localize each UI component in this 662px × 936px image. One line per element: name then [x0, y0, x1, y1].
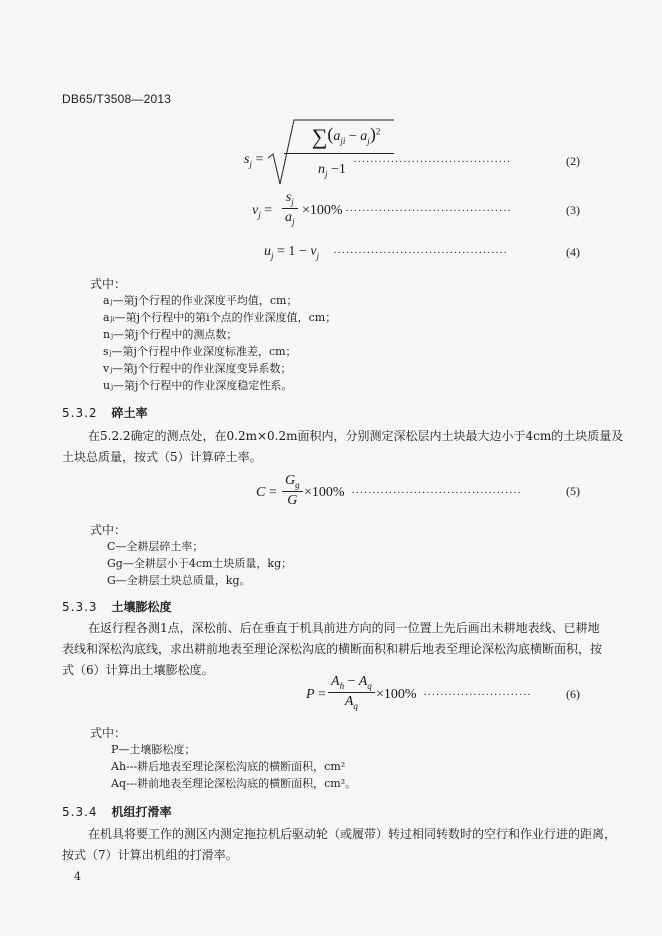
section-paragraph: 在返行程各测1点，深松前、后在垂直于机具前进方向的同一位置上先后画出未耕地表线、已耕地 表线和深松沟底线，求出耕前地表至理论深松沟底的横断面积和耕后地表至理论深松沟底横断面积，按 式（6）计算出土壤膨松度。	[62, 621, 603, 677]
formula-2: $s_j$ = $\sum(a_{ji} - a_j)^2$ $n_j -1$ ...................................... (2)	[236, 118, 586, 198]
definitions-title: 式中：	[90, 523, 127, 537]
definition-item: vⱼ—第j个行程中的作业深度变异系数；	[103, 362, 292, 375]
page-number: 4	[74, 870, 81, 883]
definition-item: uⱼ—第j个行程中的作业深度稳定性系。	[103, 379, 293, 392]
definition-item: G—全耕层土块总质量，kg。	[107, 574, 251, 587]
definition-item: aⱼ—第j个行程的作业深度平均值，cm；	[103, 294, 298, 307]
formula-5: C = $\frac{G_g}{G}$ ×100% ......................................... (5)	[256, 473, 580, 508]
definition-item: sⱼ—第j个行程中作业深度标准差，cm；	[103, 345, 297, 358]
definitions-list	[111, 741, 356, 792]
section-heading: 5.3.3 土壤膨松度	[62, 600, 172, 614]
document-header: DB65/T3508—2013	[62, 92, 172, 106]
definitions-list	[103, 292, 336, 394]
definition-item: Aq---耕前地表至理论深松沟底的横断面积，cm²。	[111, 777, 357, 790]
definition-item: Gg—全耕层小于4cm土块质量，kg；	[107, 557, 293, 570]
formula-6: P = $\frac{A_h - A_q}{A_q}$ ×100% .......................... (6)	[306, 674, 580, 711]
definition-item: aⱼᵢ—第j个行程中的第i个点的作业深度值，cm；	[103, 311, 337, 324]
formula-4: $u_j = 1 - v_j$ .......................................... (4)	[264, 244, 580, 261]
section-paragraph: 在5.2.2确定的测点处，在0.2m×0.2m面积内，分别测定深松层内土块最大边小于4cm的土块质量及 土块总质量，按式（5）计算碎土率。	[62, 429, 624, 464]
definitions-title: 式中：	[90, 726, 127, 740]
definition-item: C—全耕层碎土率；	[107, 540, 204, 553]
definition-item: nⱼ—第j个行程中的测点数；	[103, 328, 238, 341]
section-paragraph: 在机具将要工作的测区内测定拖拉机后驱动轮（或履带）转过相同转数时的空行和作业行进的距离， 按式（7）计算出机组的打滑率。	[62, 827, 617, 862]
section-heading: 5.3.4 机组打滑率	[62, 805, 172, 819]
definition-item: Ah---耕后地表至理论深松沟底的横断面积，cm²	[111, 760, 346, 773]
definitions-list	[107, 538, 292, 589]
formula-3: $v_j$ = $\frac{s_j}{a_j}$ ×100% ........................................ (3)	[252, 190, 580, 227]
section-heading: 5.3.2 碎土率	[62, 406, 148, 420]
definitions-title: 式中：	[90, 277, 127, 291]
definition-item: P—土壤膨松度；	[111, 743, 196, 756]
